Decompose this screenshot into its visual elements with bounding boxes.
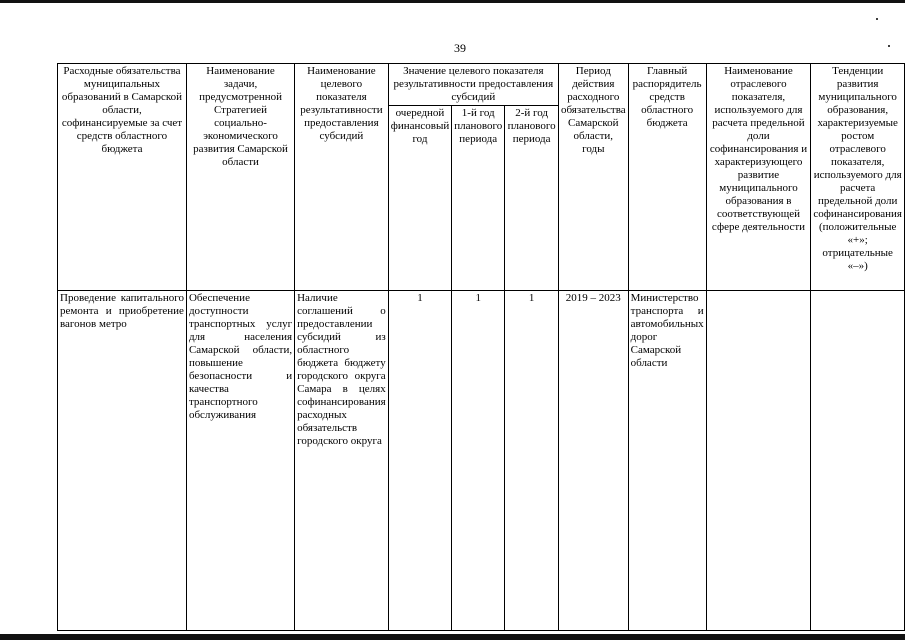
header-period: Период действия расходного обязательства Самарской области, годы [558,64,628,291]
header-budget-manager: Главный распорядитель средств областного бюджета [628,64,706,291]
header-current-year: очередной финансовый год [388,106,452,291]
header-indicator-values: Значение целевого показателя результативности предоставления субсидий [388,64,558,106]
header-obligations: Расходные обязательства муниципальных образований в Самарской области, софинансируемые за счет средств областного бюджета [58,64,187,291]
row-budget-manager: Министерство транспорта и автомобильных дорог Самарской области [628,291,706,631]
header-plan-year-2: 2-й год планового периода [505,106,559,291]
row-strategy-task: Обеспечение доступности транспортных услуг для населения Самарской области, повышение безопасности и качества транспортного обслуживания [186,291,294,631]
header-development-trends: Тенденции развития муниципального образования, характеризуемые ростом отраслевого показателя, используемого для расчета предельной доли софинансирования (положительные «+»; отрицательные «–») [811,64,905,291]
header-plan-year-1: 1-й год планового периода [452,106,505,291]
header-sector-indicator: Наименование отраслевого показателя, используемого для расчета предельной доли софинансирования и характеризующего развитие муниципального образования в соответствующей сфере деятельности [706,64,811,291]
page-number: 39 [454,41,466,55]
scan-speck [876,18,878,20]
row-sector-indicator [706,291,811,631]
scan-speck [888,45,890,47]
bottom-border [0,634,905,640]
header-strategy-task: Наименование задачи, предусмотренной Стратегией социально-экономического развития Самарской области [186,64,294,291]
top-border [0,0,905,3]
row-obligation: Проведение капитального ремонта и приобретение вагонов метро [58,291,187,631]
subsidy-table [57,63,905,631]
row-plan-year-2-value: 1 [505,291,559,631]
row-plan-year-1-value: 1 [452,291,505,631]
row-period: 2019 – 2023 [558,291,628,631]
row-indicator-name: Наличие соглашений о предоставлении субсидий из областного бюджета бюджету городского округа Самара в целях софинансирования расходных обязательств городского округа [295,291,389,631]
row-development-trends [811,291,905,631]
header-indicator-name: Наименование целевого показателя результативности предоставления субсидий [295,64,389,291]
row-current-year-value: 1 [388,291,452,631]
